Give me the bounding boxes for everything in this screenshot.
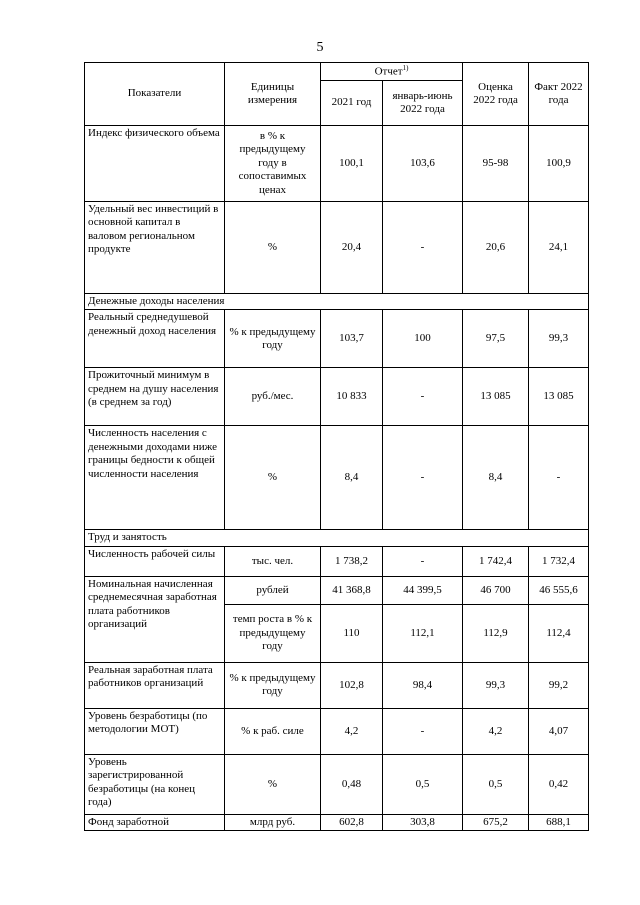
row-name: Фонд заработной: [85, 814, 225, 830]
value-fact-2022: -: [529, 426, 589, 530]
value-fact-2022: 4,07: [529, 708, 589, 754]
value-fact-2022: 100,9: [529, 126, 589, 202]
header-report-label: Отчет: [374, 65, 403, 78]
value-estimate-2022: 4,2: [463, 708, 529, 754]
header-row: [85, 63, 589, 81]
row-unit: %: [225, 754, 321, 814]
value-jan-jun-2022: -: [383, 368, 463, 426]
value-jan-jun-2022: 44 399,5: [383, 576, 463, 604]
row-name: Номинальная начисленная среднемесячная заработная плата работников организаций: [85, 576, 225, 662]
value-jan-jun-2022: 100: [383, 310, 463, 368]
value-2021: 100,1: [321, 126, 383, 202]
section-heading-labor: Труд и занятость: [85, 530, 589, 546]
table-row: [85, 814, 589, 830]
table-row: [85, 310, 589, 368]
table-row: [85, 662, 589, 708]
row-name: Реальная заработная плата работников организаций: [85, 662, 225, 708]
row-name: Численность рабочей силы: [85, 546, 225, 576]
section-row: [85, 294, 589, 310]
page-number: 5: [316, 40, 324, 55]
value-jan-jun-2022: 303,8: [383, 814, 463, 830]
header-2021: 2021 год: [321, 81, 383, 126]
value-estimate-2022: 112,9: [463, 604, 529, 662]
value-estimate-2022: 95-98: [463, 126, 529, 202]
section-row: [85, 530, 589, 546]
row-unit: % к предыдущему году: [225, 662, 321, 708]
value-2021: 8,4: [321, 426, 383, 530]
row-name: Уровень зарегистрированной безработицы (на конец года): [85, 754, 225, 814]
header-estimate: Оценка 2022 года: [463, 63, 529, 126]
value-fact-2022: 24,1: [529, 202, 589, 294]
row-unit: %: [225, 202, 321, 294]
value-2021: 41 368,8: [321, 576, 383, 604]
header-indicator: Показатели: [85, 63, 225, 126]
table-row: [85, 126, 589, 202]
header-fact: Факт 2022 года: [529, 63, 589, 126]
value-jan-jun-2022: 112,1: [383, 604, 463, 662]
section-heading-income: Денежные доходы населения: [85, 294, 589, 310]
value-2021: 602,8: [321, 814, 383, 830]
value-fact-2022: 99,3: [529, 310, 589, 368]
value-jan-jun-2022: -: [383, 426, 463, 530]
value-2021: 102,8: [321, 662, 383, 708]
table-row: [85, 546, 589, 576]
row-unit: %: [225, 426, 321, 530]
table-row: [85, 368, 589, 426]
header-report: [321, 63, 463, 81]
value-2021: 10 833: [321, 368, 383, 426]
value-estimate-2022: 20,6: [463, 202, 529, 294]
value-estimate-2022: 8,4: [463, 426, 529, 530]
row-unit: рублей: [225, 576, 321, 604]
value-estimate-2022: 99,3: [463, 662, 529, 708]
table-row: [85, 754, 589, 814]
value-fact-2022: 99,2: [529, 662, 589, 708]
header-jan-jun-2022: январь-июнь 2022 года: [383, 81, 463, 126]
value-fact-2022: 46 555,6: [529, 576, 589, 604]
row-unit: руб./мес.: [225, 368, 321, 426]
value-2021: 1 738,2: [321, 546, 383, 576]
value-2021: 20,4: [321, 202, 383, 294]
row-name: Удельный вес инвестиций в основной капитал в валовом региональном продукте: [85, 202, 225, 294]
value-jan-jun-2022: -: [383, 202, 463, 294]
value-jan-jun-2022: 98,4: [383, 662, 463, 708]
row-name: Прожиточный минимум в среднем на душу населения (в среднем за год): [85, 368, 225, 426]
value-estimate-2022: 13 085: [463, 368, 529, 426]
row-unit: % к раб. силе: [225, 708, 321, 754]
row-name: Численность населения с денежными доходами ниже границы бедности к общей численности населения: [85, 426, 225, 530]
header-report-footnote-mark: 1): [402, 64, 409, 72]
row-name: Уровень безработицы (по методологии МОТ): [85, 708, 225, 754]
indicators-table: [84, 62, 589, 831]
row-unit: % к предыдущему году: [225, 310, 321, 368]
value-fact-2022: 688,1: [529, 814, 589, 830]
row-unit: в % к предыдущему году в сопоставимых ценах: [225, 126, 321, 202]
row-unit: млрд руб.: [225, 814, 321, 830]
value-2021: 0,48: [321, 754, 383, 814]
value-jan-jun-2022: 0,5: [383, 754, 463, 814]
table-row: [85, 576, 589, 604]
value-jan-jun-2022: -: [383, 546, 463, 576]
value-estimate-2022: 97,5: [463, 310, 529, 368]
value-2021: 103,7: [321, 310, 383, 368]
table-row: [85, 708, 589, 754]
value-fact-2022: 0,42: [529, 754, 589, 814]
value-2021: 4,2: [321, 708, 383, 754]
value-estimate-2022: 1 742,4: [463, 546, 529, 576]
value-2021: 110: [321, 604, 383, 662]
header-units: Единицы измерения: [225, 63, 321, 126]
row-unit: темп роста в % к предыдущему году: [225, 604, 321, 662]
value-jan-jun-2022: 103,6: [383, 126, 463, 202]
value-fact-2022: 13 085: [529, 368, 589, 426]
value-jan-jun-2022: -: [383, 708, 463, 754]
row-name: Индекс физического объема: [85, 126, 225, 202]
value-fact-2022: 112,4: [529, 604, 589, 662]
value-estimate-2022: 0,5: [463, 754, 529, 814]
table-row: [85, 202, 589, 294]
value-estimate-2022: 675,2: [463, 814, 529, 830]
row-name: Реальный среднедушевой денежный доход населения: [85, 310, 225, 368]
value-estimate-2022: 46 700: [463, 576, 529, 604]
row-unit: тыс. чел.: [225, 546, 321, 576]
value-fact-2022: 1 732,4: [529, 546, 589, 576]
table-row: [85, 426, 589, 530]
